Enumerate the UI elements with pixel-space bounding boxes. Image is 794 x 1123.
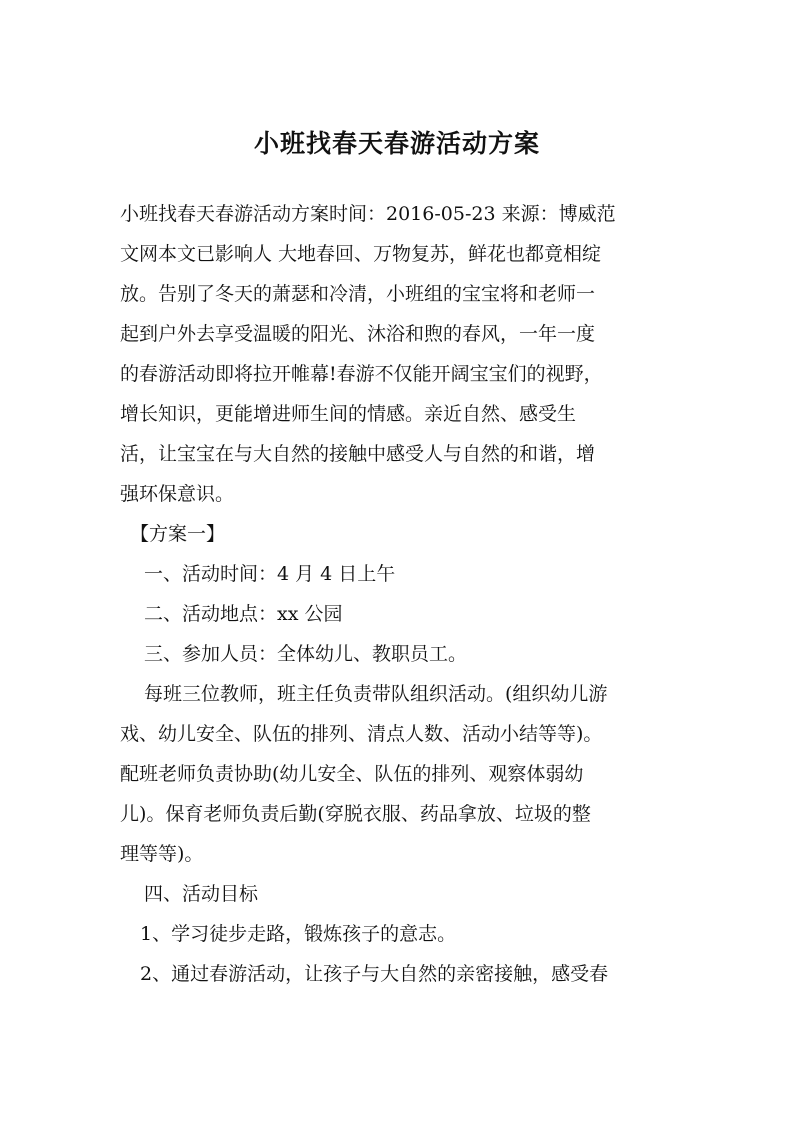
- intro-line-1: 小班找春天春游活动方案时间：2016-05-23 来源：博威范: [120, 203, 616, 225]
- intro-line-4: 起到户外去享受温暖的阳光、沐浴和煦的春风，一年一度: [120, 323, 596, 345]
- staff-line-4: 儿)。保育老师负责后勤(穿脱衣服、药品拿放、垃圾的整: [120, 803, 591, 825]
- staff-line-3: 配班老师负责协助(幼儿安全、队伍的排列、观察体弱幼: [120, 763, 584, 785]
- intro-line-7: 活，让宝宝在与大自然的接触中感受人与自然的和谐，增: [120, 443, 596, 465]
- document-body: [120, 194, 676, 994]
- item-participants: 三、参加人员：全体幼儿、教职员工。: [144, 643, 468, 665]
- staff-line-5: 理等等)。: [120, 843, 204, 865]
- goal-item-2: 2、通过春游活动，让孩子与大自然的亲密接触，感受春: [140, 963, 609, 985]
- goal-item-1: 1、学习徒步走路，锻炼孩子的意志。: [140, 923, 457, 945]
- staff-line-2: 戏、幼儿安全、队伍的排列、清点人数、活动小结等等)。: [120, 723, 603, 745]
- intro-line-2: 文网本文已影响人 大地春回、万物复苏，鲜花也都竟相绽: [120, 243, 602, 265]
- item-activity-place: 二、活动地点：xx 公园: [144, 603, 343, 625]
- document-title: 小班找春天春游活动方案: [253, 129, 540, 158]
- intro-line-5: 的春游活动即将拉开帷幕!春游不仅能开阔宝宝们的视野，: [120, 363, 603, 385]
- intro-line-3: 放。告别了冬天的萧瑟和冷清，小班组的宝宝将和老师一: [120, 283, 596, 305]
- item-activity-time: 一、活动时间：4 月 4 日上午: [144, 563, 396, 585]
- intro-line-8: 强环保意识。: [120, 483, 235, 505]
- staff-line-1: 每班三位教师，班主任负责带队组织活动。(组织幼儿游: [144, 683, 608, 705]
- intro-line-6: 增长知识，更能增进师生间的情感。亲近自然、感受生: [120, 403, 577, 425]
- goal-heading: 四、活动目标: [144, 883, 259, 905]
- plan-heading: 【方案一】: [130, 523, 226, 545]
